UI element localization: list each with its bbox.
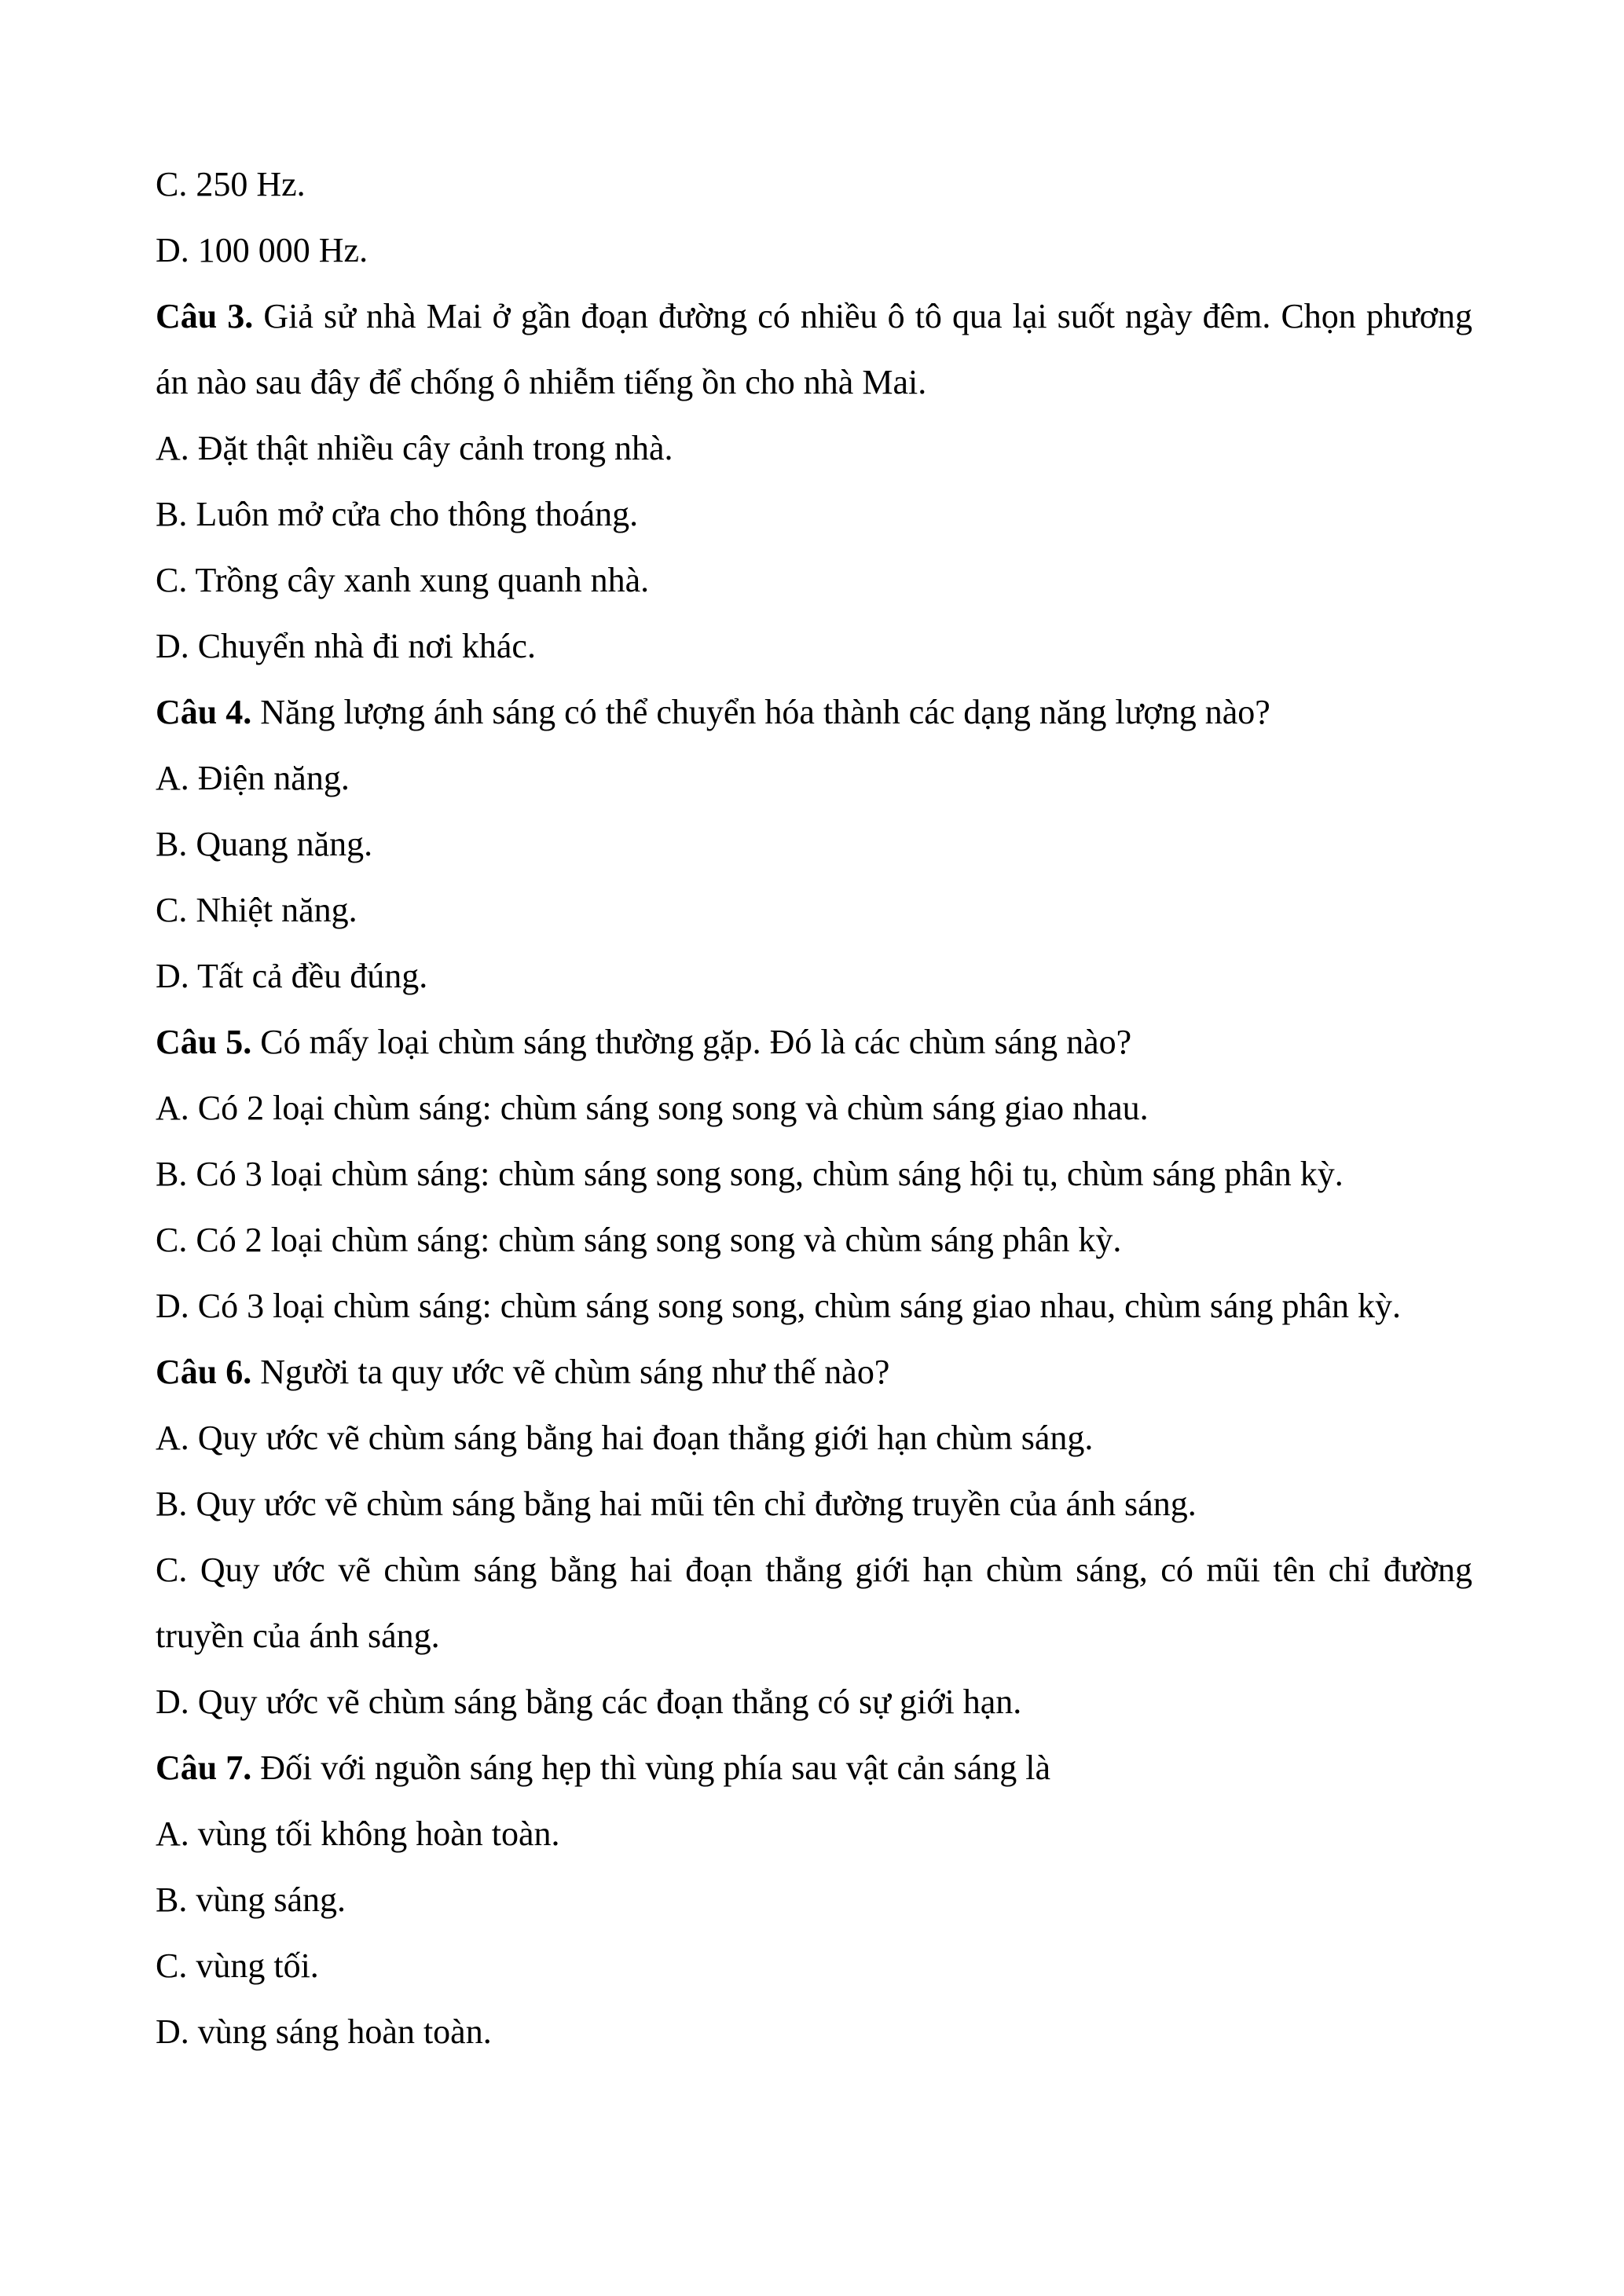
question-7 <box>156 1735 1472 1801</box>
option-d-q2: D. 100 000 Hz. <box>156 231 368 269</box>
option-b-q5: B. Có 3 loại chùm sáng: chùm sáng song song, chùm sáng hội tụ, chùm sáng phân kỳ. <box>156 1155 1344 1193</box>
option-b-q4: B. Quang năng. <box>156 825 373 863</box>
question-label: Câu 6. <box>156 1353 252 1391</box>
option-c-q6: C. Quy ước vẽ chùm sáng bằng hai đoạn thẳng giới hạn chùm sáng, có mũi tên chỉ đường truyền của ánh sáng. <box>156 1551 1472 1655</box>
option-b-q6: B. Quy ước vẽ chùm sáng bằng hai mũi tên chỉ đường truyền của ánh sáng. <box>156 1485 1197 1523</box>
option-c-q4: C. Nhiệt năng. <box>156 891 357 929</box>
option-d-q4: D. Tất cả đều đúng. <box>156 957 428 995</box>
question-6 <box>156 1339 1472 1405</box>
option-d-q5: D. Có 3 loại chùm sáng: chùm sáng song song, chùm sáng giao nhau, chùm sáng phân kỳ. <box>156 1287 1402 1325</box>
option-c-q5: C. Có 2 loại chùm sáng: chùm sáng song song và chùm sáng phân kỳ. <box>156 1221 1122 1259</box>
question-label: Câu 4. <box>156 693 252 731</box>
question-text: Đối với nguồn sáng hẹp thì vùng phía sau vật cản sáng là <box>251 1749 1050 1787</box>
option-d-q6: D. Quy ước vẽ chùm sáng bằng các đoạn thẳng có sự giới hạn. <box>156 1683 1022 1721</box>
question-3 <box>156 284 1472 416</box>
question-label: Câu 3. <box>156 297 254 335</box>
question-text: Người ta quy ước vẽ chùm sáng như thế nào? <box>251 1353 890 1391</box>
question-4 <box>156 679 1472 745</box>
document-page <box>156 152 1472 2065</box>
option-b-q7: B. vùng sáng. <box>156 1880 346 1919</box>
option-a-q5: A. Có 2 loại chùm sáng: chùm sáng song song và chùm sáng giao nhau. <box>156 1089 1149 1127</box>
option-a-q4: A. Điện năng. <box>156 759 350 797</box>
option-d-q3: D. Chuyển nhà đi nơi khác. <box>156 627 536 665</box>
option-b-q3: B. Luôn mở cửa cho thông thoáng. <box>156 495 639 533</box>
option-c-q7: C. vùng tối. <box>156 1946 319 1985</box>
question-label: Câu 5. <box>156 1023 252 1061</box>
question-5 <box>156 1009 1472 1075</box>
question-text: Năng lượng ánh sáng có thể chuyển hóa thành các dạng năng lượng nào? <box>251 693 1270 731</box>
option-a-q3: A. Đặt thật nhiều cây cảnh trong nhà. <box>156 429 673 467</box>
option-a-q6: A. Quy ước vẽ chùm sáng bằng hai đoạn thẳng giới hạn chùm sáng. <box>156 1419 1094 1457</box>
question-label: Câu 7. <box>156 1749 252 1787</box>
question-text: Giả sử nhà Mai ở gần đoạn đường có nhiều ô tô qua lại suốt ngày đêm. Chọn phương án nào sau đây để chống ô nhiễm tiếng ồn cho nhà Mai. <box>156 297 1472 401</box>
question-text: Có mấy loại chùm sáng thường gặp. Đó là các chùm sáng nào? <box>251 1023 1132 1061</box>
option-c-q2: C. 250 Hz. <box>156 165 306 203</box>
option-d-q7: D. vùng sáng hoàn toàn. <box>156 2012 492 2051</box>
option-a-q7: A. vùng tối không hoàn toàn. <box>156 1814 560 1853</box>
option-c-q3: C. Trồng cây xanh xung quanh nhà. <box>156 561 650 599</box>
